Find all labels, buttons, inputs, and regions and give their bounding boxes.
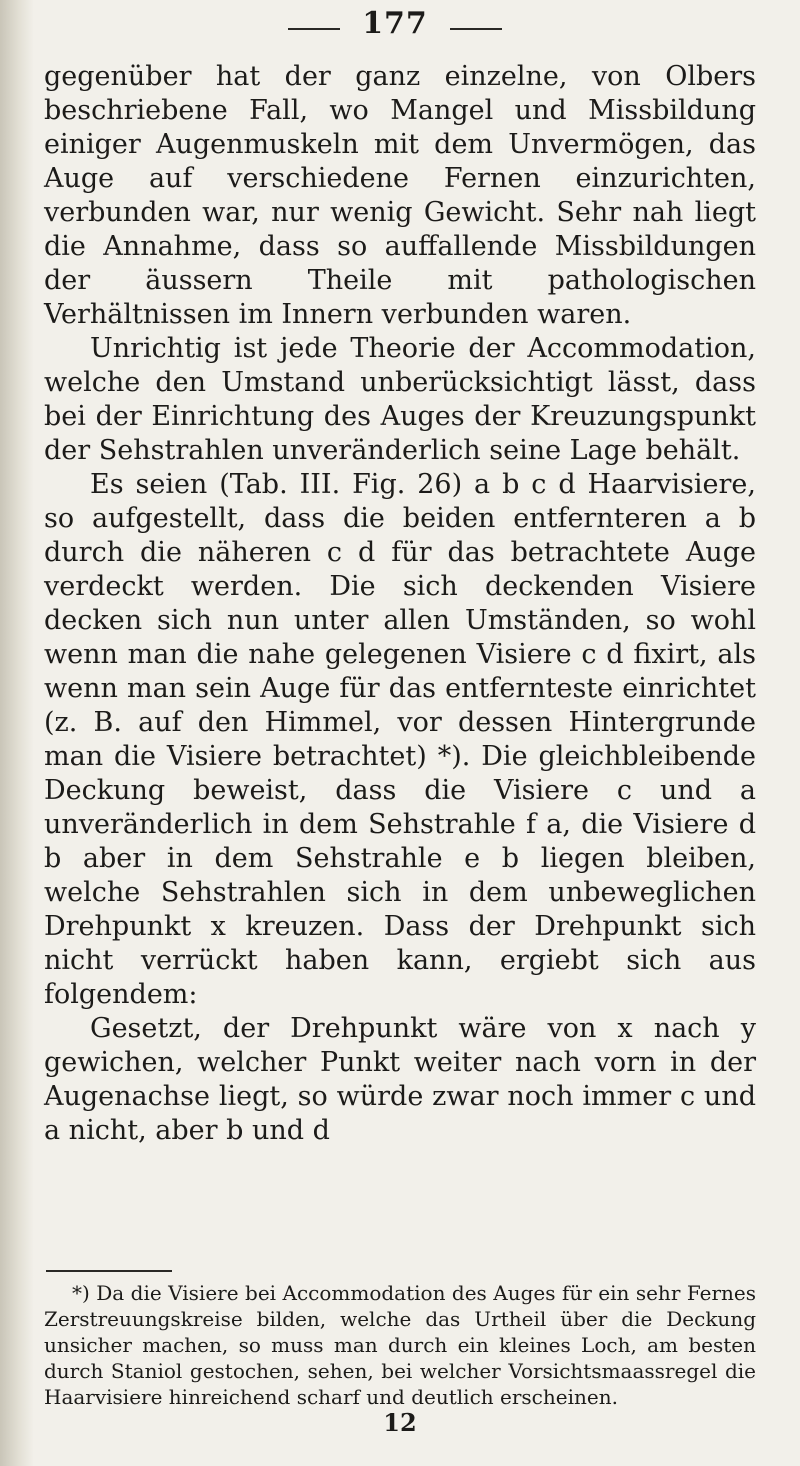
body-text	[44, 60, 756, 1148]
paragraph-theory: Unrichtig ist jede Theorie der Accommodation, welche den Umstand unberücksichtigt lässt, dass bei der Einrichtung des Auges der Kreuzungspunkt der Sehstrahlen unveränderlich seine Lage behält.	[44, 333, 756, 466]
signature-mark: 12	[383, 1408, 417, 1437]
footnote: *) Da die Visiere bei Accommodation des Auges für ein sehr Fernes Zerstreuungskreise bilden, welche das Urtheil über die Deckung unsicher machen, so muss man durch ein kleines Loch, am besten durch Staniol gestochen, sehen, bei welcher Vorsichtsmaassregel die Haarvisiere hinreichend scharf und deutlich erscheinen.	[44, 1281, 756, 1409]
paragraph-visiere: Es seien (Tab. III. Fig. 26) a b c d Haarvisiere, so aufgestellt, dass die beiden entfernteren a b durch die näheren c d für das betrachtete Auge verdeckt werden. Die sich deckenden Visiere decken sich nun unter allen Umständen, so wohl wenn man die nahe gelegenen Visiere c d fixirt, als wenn man sein Auge für das entfernteste einrichtet (z. B. auf den Himmel, vor dessen Hintergrunde man die Visiere betrachtet) *). Die gleichbleibende Deckung beweist, dass die Visiere c und a unveränderlich in dem Sehstrahle f a, die Visiere d b aber in dem Sehstrahle e b liegen bleiben, welche Sehstrahlen sich in dem unbeweglichen Drehpunkt x kreuzen. Dass der Drehpunkt sich nicht verrückt haben kann, ergiebt sich aus folgendem:	[44, 469, 756, 1010]
binding-gutter-shadow	[0, 0, 34, 1466]
page-number: 177	[362, 6, 428, 41]
footnote-separator	[46, 1270, 172, 1272]
paragraph-drehpunkt: Gesetzt, der Drehpunkt wäre von x nach y gewichen, welcher Punkt weiter nach vorn in der Augenachse liegt, so würde zwar noch immer c und a nicht, aber b und d	[44, 1013, 756, 1146]
header-rule-right	[450, 28, 502, 30]
page-header	[0, 6, 800, 56]
header-rule-left	[288, 28, 340, 30]
paragraph-continuation: gegenüber hat der ganz einzelne, von Olbers beschriebene Fall, wo Mangel und Missbildung einiger Augenmuskeln mit dem Unvermögen, das Auge auf verschiedene Fernen einzurichten, verbunden war, nur wenig Gewicht. Sehr nah liegt die Annahme, dass so auffallende Missbildungen der äussern Theile mit pathologischen Verhältnissen im Innern verbunden waren.	[44, 61, 756, 330]
